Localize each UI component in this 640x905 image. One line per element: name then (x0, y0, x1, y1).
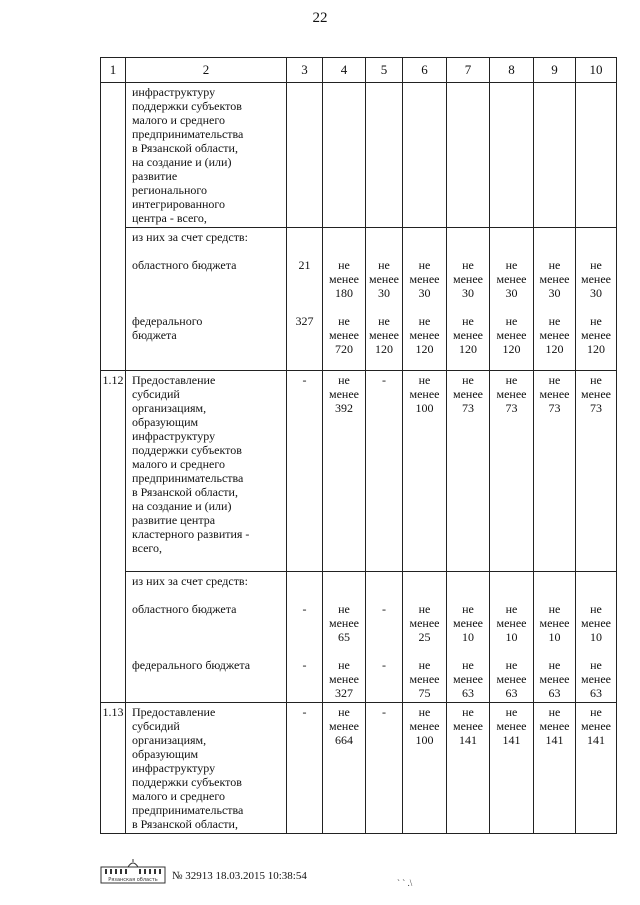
description-line: на создание и (или) (132, 155, 232, 169)
value-cell (576, 228, 617, 371)
federal-value: 120 (375, 342, 393, 356)
total-value: менее (581, 387, 611, 401)
description-line: Предоставление (132, 705, 216, 719)
federal-value: 63 (462, 686, 474, 700)
federal-value: менее (581, 672, 611, 686)
regional-value: не (590, 258, 602, 272)
regional-value: не (462, 602, 474, 616)
regional-value: не (418, 258, 431, 272)
federal-value: 327 (295, 314, 314, 328)
value-cell (403, 228, 447, 371)
regional-value: менее (453, 272, 483, 286)
regional-value: - (302, 602, 307, 616)
federal-value: не (505, 314, 518, 328)
total-value: 392 (335, 401, 353, 415)
federal-value: 327 (335, 686, 353, 700)
total-value: не (418, 705, 431, 719)
regional-value: менее (496, 616, 527, 630)
federal-value: 120 (459, 342, 477, 356)
federal-value: менее (453, 672, 483, 686)
federal-value: не (505, 658, 518, 672)
regional-value: менее (539, 272, 570, 286)
description-line: развитие центра (132, 513, 216, 527)
total-value: 664 (335, 733, 353, 747)
total-value: не (418, 373, 431, 387)
regional-value: 65 (338, 630, 350, 644)
value-cell (403, 371, 447, 572)
federal-value: не (548, 658, 561, 672)
description-line: образующим (132, 747, 199, 761)
document-table (100, 57, 617, 834)
row-description (126, 371, 287, 572)
column-header (101, 58, 126, 83)
description-line: образующим (132, 415, 199, 429)
value-cell (534, 371, 576, 572)
description-line: предпринимательства (132, 471, 244, 485)
federal-value: не (418, 658, 431, 672)
column-header (323, 58, 366, 83)
total-value: менее (496, 719, 527, 733)
total-value: не (505, 705, 518, 719)
total-value: менее (539, 719, 570, 733)
column-header (366, 58, 403, 83)
regional-budget-label: областного бюджета (132, 602, 237, 616)
description-line: в Рязанской области, (132, 817, 238, 831)
regional-value: не (462, 258, 474, 272)
value-cell (323, 703, 366, 834)
value-cell (534, 572, 576, 703)
total-value: 73 (462, 401, 474, 415)
description-line: интегрированного (132, 197, 226, 211)
regional-value: менее (539, 616, 570, 630)
federal-value: не (590, 314, 602, 328)
description-line: поддержки субъектов (132, 775, 242, 789)
total-value: менее (409, 387, 440, 401)
government-building-stamp-icon (100, 858, 166, 884)
page-number: 22 (312, 10, 328, 26)
regional-value: 30 (418, 286, 431, 300)
column-header (490, 58, 534, 83)
value-cell (490, 228, 534, 371)
column-header-label: 6 (421, 62, 428, 77)
total-value: - (302, 373, 307, 387)
scan-marks: ` ` .\ (397, 878, 413, 888)
total-value: - (382, 705, 386, 719)
total-value: менее (329, 719, 359, 733)
value-cell (323, 83, 366, 228)
value-cell (576, 371, 617, 572)
regional-value: 30 (378, 286, 390, 300)
total-value: не (462, 373, 474, 387)
federal-value: 120 (587, 342, 605, 356)
federal-value: менее (369, 328, 399, 342)
column-header-label: 8 (508, 62, 515, 77)
row-number (101, 703, 126, 834)
total-value: не (590, 373, 602, 387)
federal-value: 720 (335, 342, 353, 356)
registration-stamp: № 32913 18.03.2015 10:38:54 (172, 870, 307, 882)
total-value: менее (453, 387, 483, 401)
column-header-label: 1 (109, 62, 117, 77)
federal-value: менее (581, 328, 611, 342)
federal-value: 75 (418, 686, 431, 700)
description-line: в Рязанской области, (132, 141, 238, 155)
row-number-label: 1.13 (102, 705, 124, 719)
total-value: 73 (548, 401, 561, 415)
value-cell (490, 83, 534, 228)
row-number (101, 228, 126, 371)
description-line: Предоставление (132, 373, 216, 387)
regional-value: менее (581, 616, 611, 630)
federal-value: менее (496, 328, 527, 342)
federal-value: менее (329, 328, 359, 342)
value-cell (447, 83, 490, 228)
value-cell (490, 371, 534, 572)
regional-value: не (548, 258, 561, 272)
federal-value: не (462, 314, 474, 328)
description-line: в Рязанской области, (132, 485, 238, 499)
description-line: организациям, (132, 401, 207, 415)
federal-value: 63 (548, 686, 561, 700)
description-line: предпринимательства (132, 803, 244, 817)
total-value: не (338, 373, 350, 387)
regional-value: 25 (418, 630, 431, 644)
row-description (126, 572, 287, 703)
value-cell (534, 228, 576, 371)
description-line: кластерного развития - (132, 527, 250, 541)
column-header (576, 58, 617, 83)
regional-value: менее (453, 616, 483, 630)
description-line: малого и среднего (132, 457, 225, 471)
total-value: не (505, 373, 518, 387)
value-cell (490, 572, 534, 703)
funding-intro: из них за счет средств: (132, 574, 248, 588)
description-line: на создание и (или) (132, 499, 232, 513)
value-cell (323, 371, 366, 572)
row-number (101, 572, 126, 703)
description-line: поддержки субъектов (132, 443, 242, 457)
federal-value: 120 (415, 342, 434, 356)
regional-value: 180 (335, 286, 353, 300)
column-header (287, 58, 323, 83)
regional-value: 30 (590, 286, 602, 300)
row-number-label: 1.12 (102, 373, 124, 387)
value-cell (287, 371, 323, 572)
value-cell (534, 83, 576, 228)
value-cell (403, 572, 447, 703)
federal-value: - (382, 658, 386, 672)
value-cell (447, 703, 490, 834)
total-value: не (462, 705, 474, 719)
row-description (126, 703, 287, 834)
total-value: 73 (590, 401, 602, 415)
federal-budget-label: федерального (132, 314, 203, 328)
row-description (126, 228, 287, 371)
regional-value: 10 (462, 630, 474, 644)
regional-value: менее (409, 272, 440, 286)
column-header-label: 7 (464, 62, 472, 77)
federal-value: не (418, 314, 431, 328)
regional-value: 30 (548, 286, 561, 300)
total-value: 141 (587, 733, 605, 747)
value-cell (366, 572, 403, 703)
value-cell (287, 83, 323, 228)
total-value: 100 (415, 401, 434, 415)
regional-value: 10 (590, 630, 602, 644)
column-header (126, 58, 287, 83)
column-header (403, 58, 447, 83)
description-line: всего, (132, 541, 163, 555)
total-value: не (338, 705, 350, 719)
federal-value: не (590, 658, 602, 672)
federal-value: менее (409, 672, 440, 686)
footer (100, 858, 620, 888)
regional-value: не (338, 602, 350, 616)
stamp-text: Рязанская область (108, 877, 158, 883)
value-cell (366, 703, 403, 834)
column-header-label: 3 (301, 62, 308, 77)
value-cell (447, 228, 490, 371)
column-header-label: 9 (551, 62, 558, 77)
regional-value: не (418, 602, 431, 616)
regional-budget-label: областного бюджета (132, 258, 237, 272)
total-value: не (590, 705, 602, 719)
total-value: 100 (415, 733, 434, 747)
federal-budget-label: бюджета (132, 328, 177, 342)
federal-value: - (302, 658, 307, 672)
regional-value: менее (409, 616, 440, 630)
value-cell (576, 703, 617, 834)
total-value: менее (496, 387, 527, 401)
total-value: не (548, 373, 561, 387)
value-cell (287, 228, 323, 371)
regional-value: не (505, 258, 518, 272)
description-line: инфраструктуру (132, 429, 216, 443)
value-cell (447, 572, 490, 703)
total-value: - (382, 373, 386, 387)
description-line: регионального (132, 183, 208, 197)
regional-value: 10 (505, 630, 518, 644)
value-cell (366, 371, 403, 572)
value-cell (447, 371, 490, 572)
total-value: менее (453, 719, 483, 733)
value-cell (287, 572, 323, 703)
federal-value: менее (496, 672, 527, 686)
regional-value: не (590, 602, 602, 616)
federal-value: не (548, 314, 561, 328)
value-cell (403, 83, 447, 228)
description-line: малого и среднего (132, 789, 225, 803)
federal-value: менее (409, 328, 440, 342)
column-header-label: 4 (340, 62, 348, 77)
regional-value: 30 (462, 286, 474, 300)
description-line: субсидий (132, 387, 180, 401)
value-cell (366, 228, 403, 371)
federal-value: менее (539, 328, 570, 342)
regional-value: не (378, 258, 390, 272)
total-value: не (548, 705, 561, 719)
description-line: организациям, (132, 733, 207, 747)
regional-value: 10 (548, 630, 561, 644)
description-line: инфраструктуру (132, 761, 216, 775)
federal-value: не (462, 658, 474, 672)
total-value: 141 (545, 733, 564, 747)
regional-value: менее (581, 272, 611, 286)
description-line: субсидий (132, 719, 180, 733)
federal-value: 63 (505, 686, 518, 700)
federal-value: не (338, 658, 350, 672)
row-number (101, 371, 126, 572)
total-value: - (302, 705, 307, 719)
regional-value: - (382, 602, 386, 616)
description-line: развитие (132, 169, 178, 183)
column-header-label: 5 (380, 62, 388, 77)
regional-value: не (548, 602, 561, 616)
value-cell (490, 703, 534, 834)
total-value: 73 (505, 401, 518, 415)
regional-value: 21 (298, 258, 311, 272)
value-cell (323, 228, 366, 371)
value-cell (366, 83, 403, 228)
regional-value: менее (329, 616, 359, 630)
value-cell (576, 83, 617, 228)
row-description (126, 83, 287, 228)
federal-value: не (338, 314, 350, 328)
description-line: малого и среднего (132, 113, 225, 127)
value-cell (576, 572, 617, 703)
value-cell (534, 703, 576, 834)
total-value: менее (581, 719, 611, 733)
regional-value: не (505, 602, 518, 616)
regional-value: не (338, 258, 350, 272)
federal-value: менее (329, 672, 359, 686)
column-header (447, 58, 490, 83)
row-number (101, 83, 126, 228)
federal-value: 120 (502, 342, 521, 356)
value-cell (287, 703, 323, 834)
column-header-label: 10 (589, 62, 603, 77)
regional-value: менее (369, 272, 399, 286)
federal-value: менее (453, 328, 483, 342)
total-value: 141 (459, 733, 477, 747)
total-value: менее (329, 387, 359, 401)
total-value: менее (539, 387, 570, 401)
federal-value: не (378, 314, 390, 328)
description-line: центра - всего, (132, 211, 207, 225)
federal-value: 63 (590, 686, 602, 700)
description-line: поддержки субъектов (132, 99, 242, 113)
value-cell (403, 703, 447, 834)
regional-value: менее (329, 272, 359, 286)
regional-value: менее (496, 272, 527, 286)
total-value: 141 (502, 733, 521, 747)
federal-value: менее (539, 672, 570, 686)
column-header-label: 2 (202, 62, 210, 77)
federal-budget-label: федерального бюджета (132, 658, 251, 672)
value-cell (323, 572, 366, 703)
column-header (534, 58, 576, 83)
federal-value: 120 (545, 342, 564, 356)
description-line: предпринимательства (132, 127, 244, 141)
total-value: менее (409, 719, 440, 733)
description-line: инфраструктуру (132, 85, 216, 99)
funding-intro: из них за счет средств: (132, 230, 248, 244)
regional-value: 30 (505, 286, 518, 300)
